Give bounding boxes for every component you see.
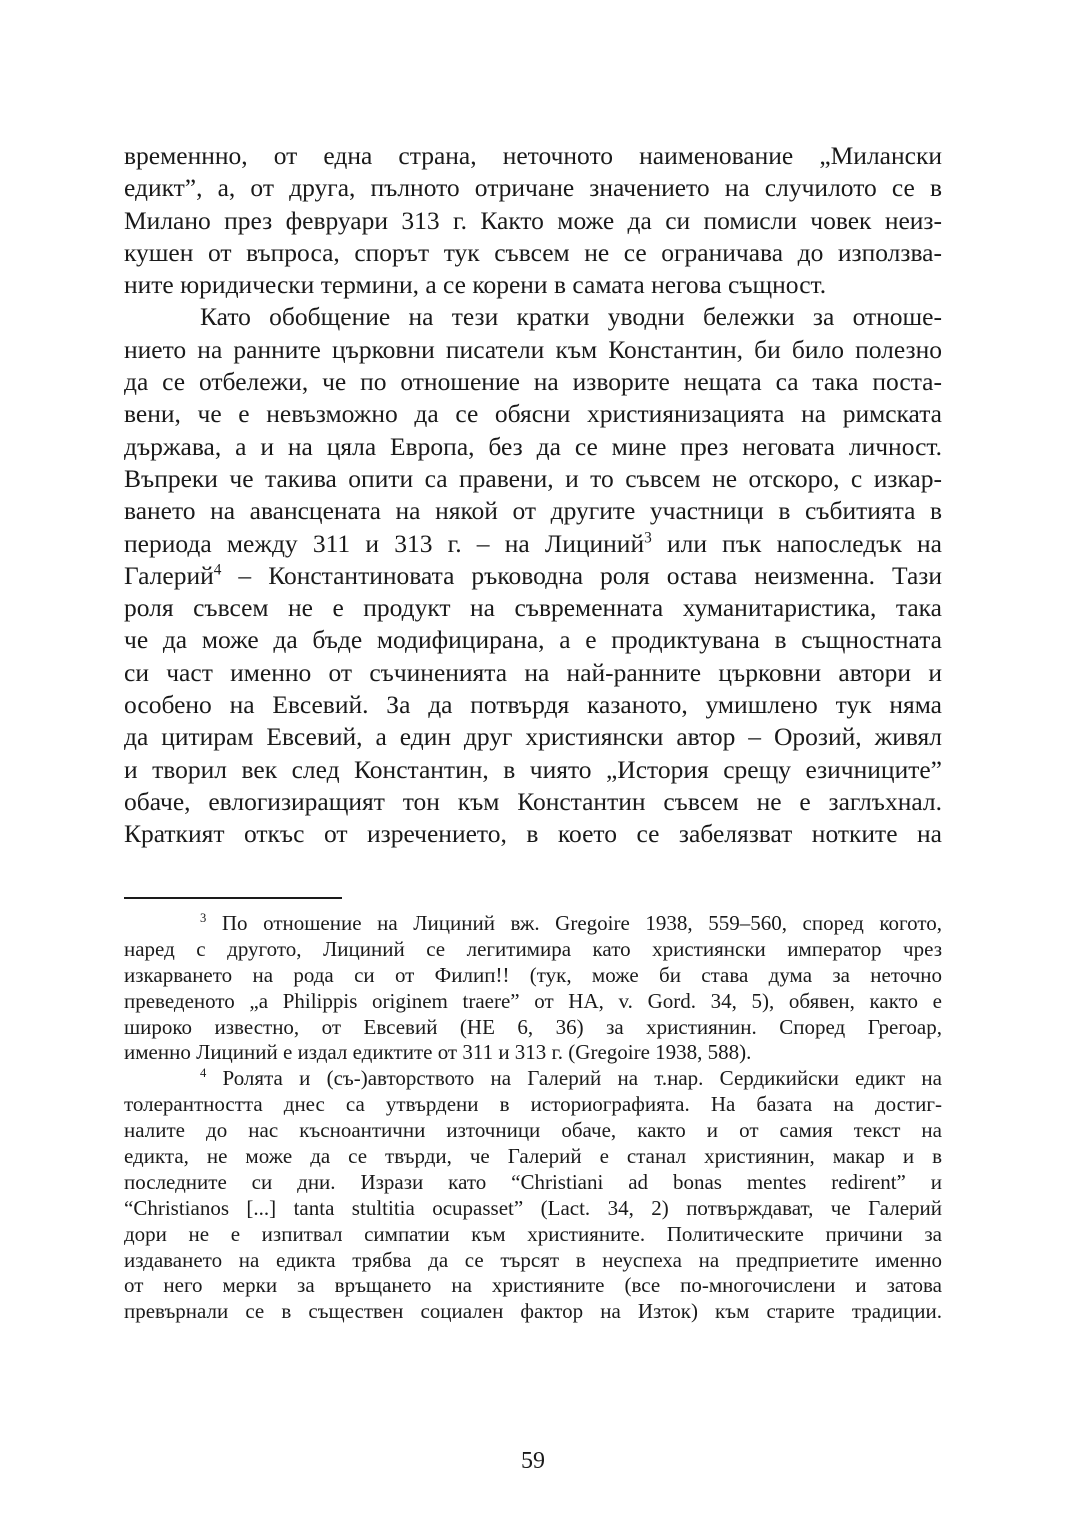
footnote-4-line: толерантността днес са утвърдени в историографията. На базата на достиг- bbox=[124, 1092, 942, 1117]
text-line: вени, че е невъзможно да се обясни християнизацията на римската bbox=[124, 399, 942, 429]
footnote-3-line: наред с другото, Лициний се легитимира като християнски император чрез bbox=[124, 936, 942, 961]
footnote-4-line: издаването на едикта трябва да се търсят в неуспеха на предприетите именно bbox=[124, 1247, 942, 1272]
text-segment: периода между 311 и 313 г. – на Лициний bbox=[124, 528, 645, 558]
text-line: да се отбележи, че по отношение на изворите нещата са така поста- bbox=[124, 367, 942, 397]
text-line bbox=[124, 528, 942, 560]
footnote-4-line: едикта, не може да се твърди, че Галерий е станал християнин, макар и в bbox=[124, 1144, 942, 1169]
text-line: държава, а и на цяла Европа, без да се мине през неговата личност. bbox=[124, 431, 942, 461]
footnote-divider bbox=[124, 897, 342, 899]
footnote-ref-3[interactable]: 3 bbox=[644, 529, 652, 547]
main-text bbox=[124, 140, 942, 851]
text-line: си част именно от съчиненията на най-ранните църковни автори и bbox=[124, 657, 942, 687]
text-line: особено на Евсевий. За да потвърдя казаното, умишлено тук няма bbox=[124, 690, 942, 720]
footnote-4-line: от него мерки за връщането на християните (все по-многочислени и затова bbox=[124, 1273, 942, 1298]
footnote-3-line bbox=[124, 911, 942, 937]
text-line: Въпреки че такива опити са правени, и то съвсем не отскоро, с изкар- bbox=[124, 463, 942, 493]
footnote-ref-4[interactable]: 4 bbox=[213, 561, 222, 579]
footnote-3-line: преведеното „a Philippis originem traere” от HA, v. Gord. 34, 5), обявен, както е bbox=[124, 988, 942, 1013]
text-segment: или пък напоследък на bbox=[651, 528, 942, 558]
footnote-4-line: дори не е изпитвал симпатии към християните. Политическите причини за bbox=[124, 1221, 942, 1246]
text-line: Краткият откъс от изречението, в което се забелязват нотките на bbox=[124, 819, 942, 849]
footnote-4-line: превърнали се в съществен социален фактор на Изток) към старите традиции. bbox=[124, 1299, 942, 1324]
text-line: ването на авансцената на някой от другите участници в събитията в bbox=[124, 496, 942, 526]
text-segment: Ролята и (съ-)авторството на Галерий на т.нар. Сердикийски едикт на bbox=[206, 1066, 942, 1091]
text-line: кушен от въпроса, спорът тук съвсем не се ограничава до използва- bbox=[124, 237, 942, 267]
footnote-4-line bbox=[124, 1066, 942, 1092]
text-line: едикт”, а, от друга, пълното отричане значението на случилото се в bbox=[124, 173, 942, 203]
footnote-marker-4: 4 bbox=[200, 1066, 207, 1081]
text-segment: Галерий bbox=[124, 560, 214, 590]
text-segment: – Константиновата ръководна роля остава неизменна. Тази bbox=[221, 560, 942, 590]
footnote-3-line: изкарването на рода си от Филип!! (тук, може би става дума за неточно bbox=[124, 962, 942, 987]
footnote-4-line: последните си дни. Изрази като “Christiani ad bonas mentes redirent” и bbox=[124, 1169, 942, 1194]
text-line: нието на ранните църковни писатели към Константин, би било полезно bbox=[124, 334, 942, 364]
footnote-marker-3: 3 bbox=[200, 911, 207, 925]
footnotes bbox=[124, 911, 942, 1325]
page-number: 59 bbox=[521, 1448, 545, 1474]
footnote-3-line: именно Лициний е издал едиктите от 311 и 313 г. (Gregoire 1938, 588). bbox=[124, 1040, 752, 1065]
footnote-3-line: широко известно, от Евсевий (HE 6, 36) за християнин. Според Грегоар, bbox=[124, 1014, 942, 1039]
text-line: роля съвсем не е продукт на съвременната хуманитаристика, така bbox=[124, 593, 942, 623]
footnote-4-line: налите до нас късноантични източници обаче, както и от самия текст на bbox=[124, 1118, 942, 1143]
document-page bbox=[124, 0, 942, 1530]
text-line: ните юридически термини, а се корени в самата негова същност. bbox=[124, 270, 827, 300]
text-line: обаче, евлогизиращият тон към Константин съвсем не е заглъхнал. bbox=[124, 786, 942, 816]
text-line: временнно, от една страна, неточното наименование „Милански bbox=[124, 141, 942, 170]
text-line: да цитирам Евсевий, а един друг християнски автор – Орозий, живял bbox=[124, 722, 942, 752]
footnote-4-line: “Christianos [...] tanta stultitia ocupasset” (Lact. 34, 2) потвърждават, че Галерий bbox=[124, 1195, 942, 1220]
text-line: Милано през февруари 313 г. Както може да си помисли човек неиз- bbox=[124, 205, 942, 235]
text-line: че да може да бъде модифицирана, а е продиктувана в същностната bbox=[124, 625, 942, 655]
text-line: и творил век след Константин, в чиято „История срещу езичниците” bbox=[124, 754, 942, 784]
text-line bbox=[124, 560, 942, 592]
text-segment: По отношение на Лициний вж. Gregoire 1938, 559–560, според когото, bbox=[206, 911, 942, 935]
text-line: Като обобщение на тези кратки уводни бележки за отноше- bbox=[200, 302, 942, 332]
